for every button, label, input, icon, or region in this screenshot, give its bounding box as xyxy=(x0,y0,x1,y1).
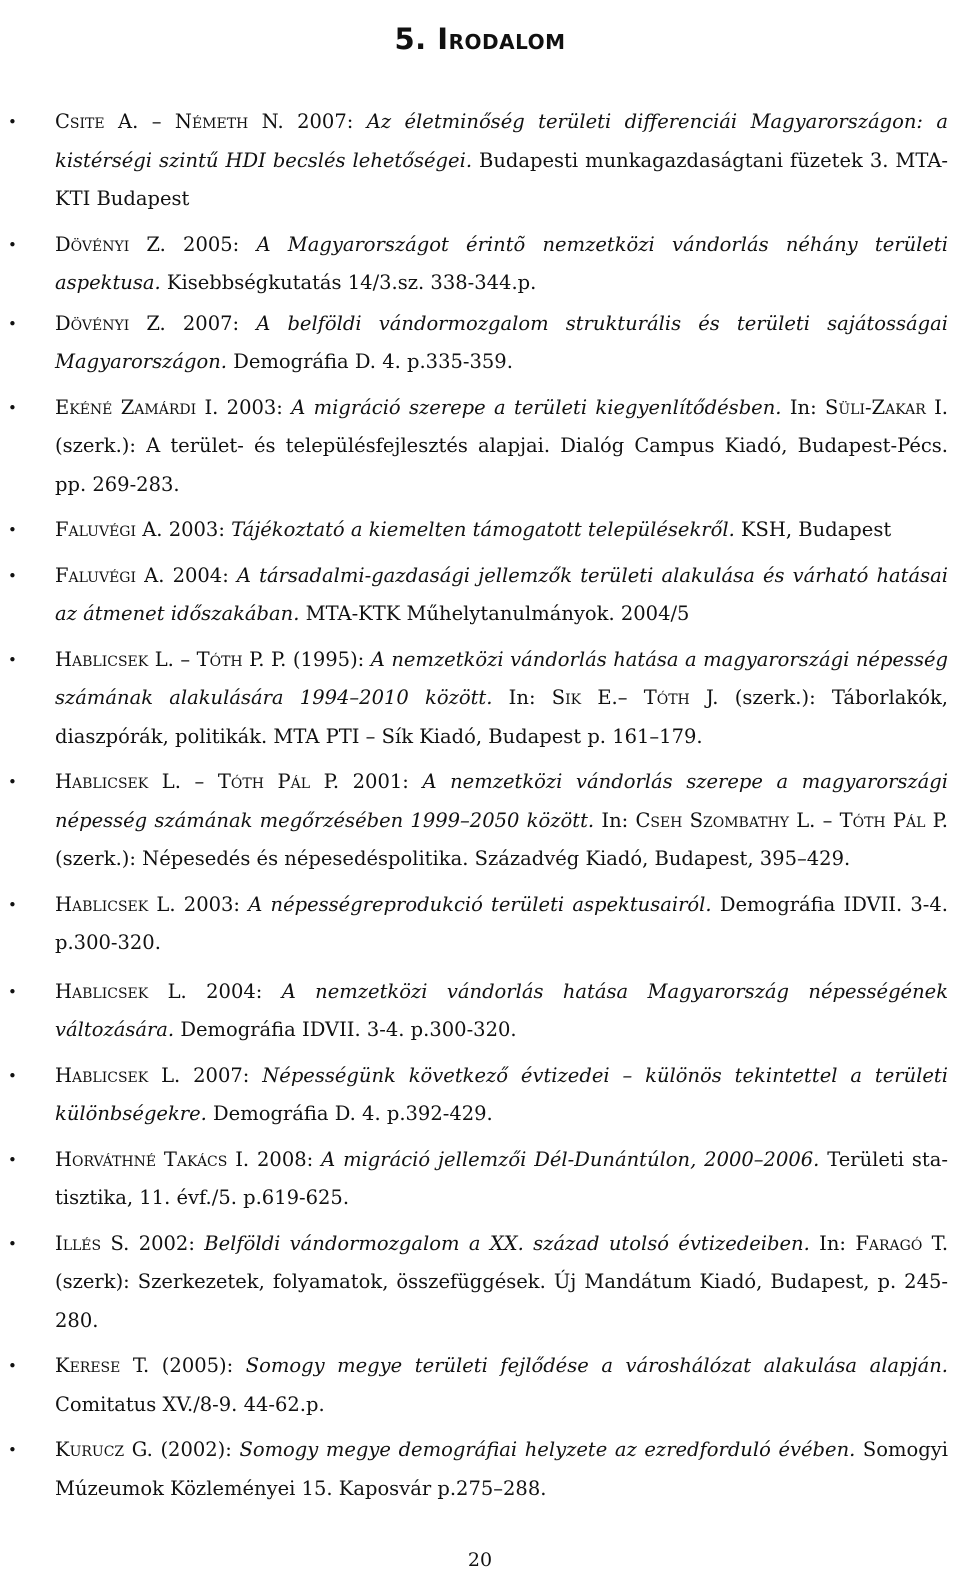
reference-text: (szerk): Szerkezetek, folyamatok, összefüggések. Új Mandátum Kiadó, Budapest, p. 245-280. xyxy=(55,1270,948,1332)
reference-item xyxy=(0,1141,960,1218)
bullet-icon: • xyxy=(8,521,17,539)
reference-text: In: xyxy=(781,395,825,419)
reference-text: Kisebbségkutatás 14/3.sz. 338-344.p. xyxy=(160,271,537,294)
reference-text: 2003: xyxy=(218,395,292,419)
reference-item xyxy=(0,886,960,963)
bullet-icon: • xyxy=(8,1066,17,1085)
reference-title: A migráció jellemzői Dél-Dunántúlon, 2000–2006. xyxy=(321,1147,820,1171)
reference-author: Cseh Szombathy L. – Tóth Pál P. xyxy=(635,808,949,832)
reference-item xyxy=(0,1347,960,1424)
reference-text: Somogyi Múzeumok Közleményei 15. Kaposvár p.275–288. xyxy=(55,1438,948,1500)
reference-title: A népességreprodukció területi aspektusairól. xyxy=(248,892,712,916)
reference-text: (szerk.): A terület- és településfejlesztés alapjai. Dialóg Campus Kiadó, Budapest-Pécs. pp. 269-283. xyxy=(55,434,948,496)
reference-text: Demográfia IDVII. 3-4. p.300-320. xyxy=(174,1018,517,1041)
reference-title: A belföldi vándormozgalom strukturális és területi sajátosságai Magyarországon. xyxy=(55,311,949,373)
reference-title: Somogy megye területi fejlődése a városhálózat alakulása alapján. xyxy=(245,1354,948,1377)
reference-author: Dövényi Z. xyxy=(55,232,166,256)
page-title: 5. Irodalom xyxy=(394,22,566,57)
bullet-icon: • xyxy=(8,398,17,417)
reference-item xyxy=(0,1431,960,1508)
reference-author: Sik E.– Tóth J. xyxy=(551,686,719,709)
reference-author: Kerese T. xyxy=(55,1354,150,1377)
bullet-icon: • xyxy=(8,895,17,914)
reference-text: 2002: xyxy=(129,1231,205,1255)
reference-text: (szerk.): Népesedés és népesedéspolitika. Századvég Kiadó, Budapest, 395–429. xyxy=(55,847,851,870)
reference-text: Demográfia IDVII. 3-4. p.300-320. xyxy=(55,892,949,954)
reference-text: In: xyxy=(809,1231,856,1255)
reference-item xyxy=(0,557,960,634)
bullet-icon: • xyxy=(8,1150,17,1169)
reference-list xyxy=(0,103,960,1515)
bullet-icon: • xyxy=(8,1234,17,1253)
bullet-icon: • xyxy=(8,982,17,1001)
reference-title: A nemzetközi vándorlás hatása a magyarországi népesség számának alakulására 1994–2010 között. xyxy=(55,647,949,709)
reference-text: (2002): xyxy=(152,1438,240,1461)
reference-item xyxy=(0,1057,960,1134)
reference-author: Hablicsek L. xyxy=(55,892,176,916)
reference-title: Az életminőség területi differenciái Magyarországon: a kistérségi szintű HDI becslés lehetőségei. xyxy=(55,110,948,172)
reference-author: Hablicsek L. xyxy=(55,1063,181,1087)
reference-text: (1995): xyxy=(286,647,371,671)
reference-text: 2005: xyxy=(165,232,257,256)
reference-author: Dövényi Z. xyxy=(55,311,166,335)
reference-author: Csite A. – Németh N. xyxy=(55,110,284,133)
bullet-icon: • xyxy=(8,773,17,791)
reference-title: A migráció szerepe a területi kiegyenlítődésben. xyxy=(291,395,782,419)
reference-item xyxy=(0,511,960,550)
reference-text: In: xyxy=(492,686,552,709)
reference-text: 2007: xyxy=(180,1063,263,1087)
bullet-icon: • xyxy=(8,1441,17,1459)
bullet-icon: • xyxy=(8,566,17,585)
reference-title: A nemzetközi vándorlás szerepe a magyarországi népesség számának megőrzésében 1999–2050 között. xyxy=(55,770,949,832)
reference-author: Hablicsek L. – Tóth P. P. xyxy=(55,647,287,671)
reference-author: Ekéné Zamárdi I. xyxy=(55,395,219,419)
reference-text: 2004: xyxy=(186,979,282,1003)
reference-author: Horváthné Takács I. xyxy=(55,1147,250,1171)
bullet-icon: • xyxy=(8,113,17,131)
reference-item xyxy=(0,1225,960,1341)
bullet-icon: • xyxy=(8,1357,17,1375)
reference-text: 2001: xyxy=(339,770,423,793)
reference-author: Kurucz G. xyxy=(55,1438,153,1461)
reference-title: Tájékoztató a kiemelten támogatott településekről. xyxy=(231,518,735,541)
reference-item xyxy=(0,973,960,1050)
reference-text: 2004: xyxy=(164,563,237,587)
reference-item xyxy=(0,103,960,219)
reference-item xyxy=(0,389,960,505)
reference-title: Belföldi vándormozgalom a XX. század utolsó évtizedeiben. xyxy=(204,1231,810,1255)
reference-title: Népességünk következő évtizedei – különös tekintettel a területi különbségekre. xyxy=(55,1063,948,1125)
reference-text: (szerk.): Táborlakók, diaszpórák, politikák. MTA PTI – Sík Kiadó, Budapest p. 161–179. xyxy=(55,686,948,748)
reference-text: 2008: xyxy=(249,1147,322,1171)
reference-text: Comitatus XV./8-9. 44-62.p. xyxy=(55,1392,325,1416)
reference-author: Faluvégi A. xyxy=(55,563,165,587)
reference-text: Területi statisztika, 11. évf./5. p.619-625. xyxy=(55,1147,948,1209)
reference-text: Demográfia D. 4. p.335-359. xyxy=(227,350,513,373)
reference-author: Faluvégi A. xyxy=(55,518,163,541)
reference-text: 2003: xyxy=(162,518,232,541)
reference-author: Süli-Zakar I. xyxy=(824,395,948,419)
reference-text: Budapesti munkagazdaságtani füzetek 3. MTA-KTI Budapest xyxy=(55,148,948,210)
page-number: 20 xyxy=(467,1549,493,1571)
reference-title: A társadalmi-gazdasági jellemzők területi alakulása és várható hatásai az átmenet időszakában. xyxy=(55,563,948,625)
reference-text: 2007: xyxy=(165,311,257,335)
reference-text: 2007: xyxy=(283,110,367,133)
bullet-icon: • xyxy=(8,650,17,669)
reference-item xyxy=(0,641,960,757)
reference-text: In: xyxy=(594,808,636,832)
reference-text: (2005): xyxy=(149,1354,246,1377)
reference-item xyxy=(0,763,960,879)
bullet-icon: • xyxy=(8,235,17,254)
reference-author: Illés S. xyxy=(55,1231,130,1255)
reference-author: Faragó T. xyxy=(855,1231,949,1255)
reference-item xyxy=(0,226,960,303)
reference-author: Hablicsek L. – Tóth Pál P. xyxy=(55,770,340,793)
reference-text: 2003: xyxy=(175,892,249,916)
reference-title: A Magyarországot érintõ nemzetközi vándorlás néhány területi aspektusa. xyxy=(55,232,948,294)
reference-item xyxy=(0,305,960,382)
reference-text: KSH, Budapest xyxy=(734,518,892,541)
reference-text: MTA-KTK Műhelytanulmányok. 2004/5 xyxy=(299,602,690,625)
reference-author: Hablicsek L. xyxy=(55,979,187,1003)
bullet-icon: • xyxy=(8,314,17,333)
reference-title: A nemzetközi vándorlás hatása Magyarország népességének változására. xyxy=(55,979,949,1041)
reference-text: Demográfia D. 4. p.392-429. xyxy=(206,1102,493,1125)
reference-title: Somogy megye demográfiai helyzete az ezredforduló évében. xyxy=(239,1438,856,1461)
